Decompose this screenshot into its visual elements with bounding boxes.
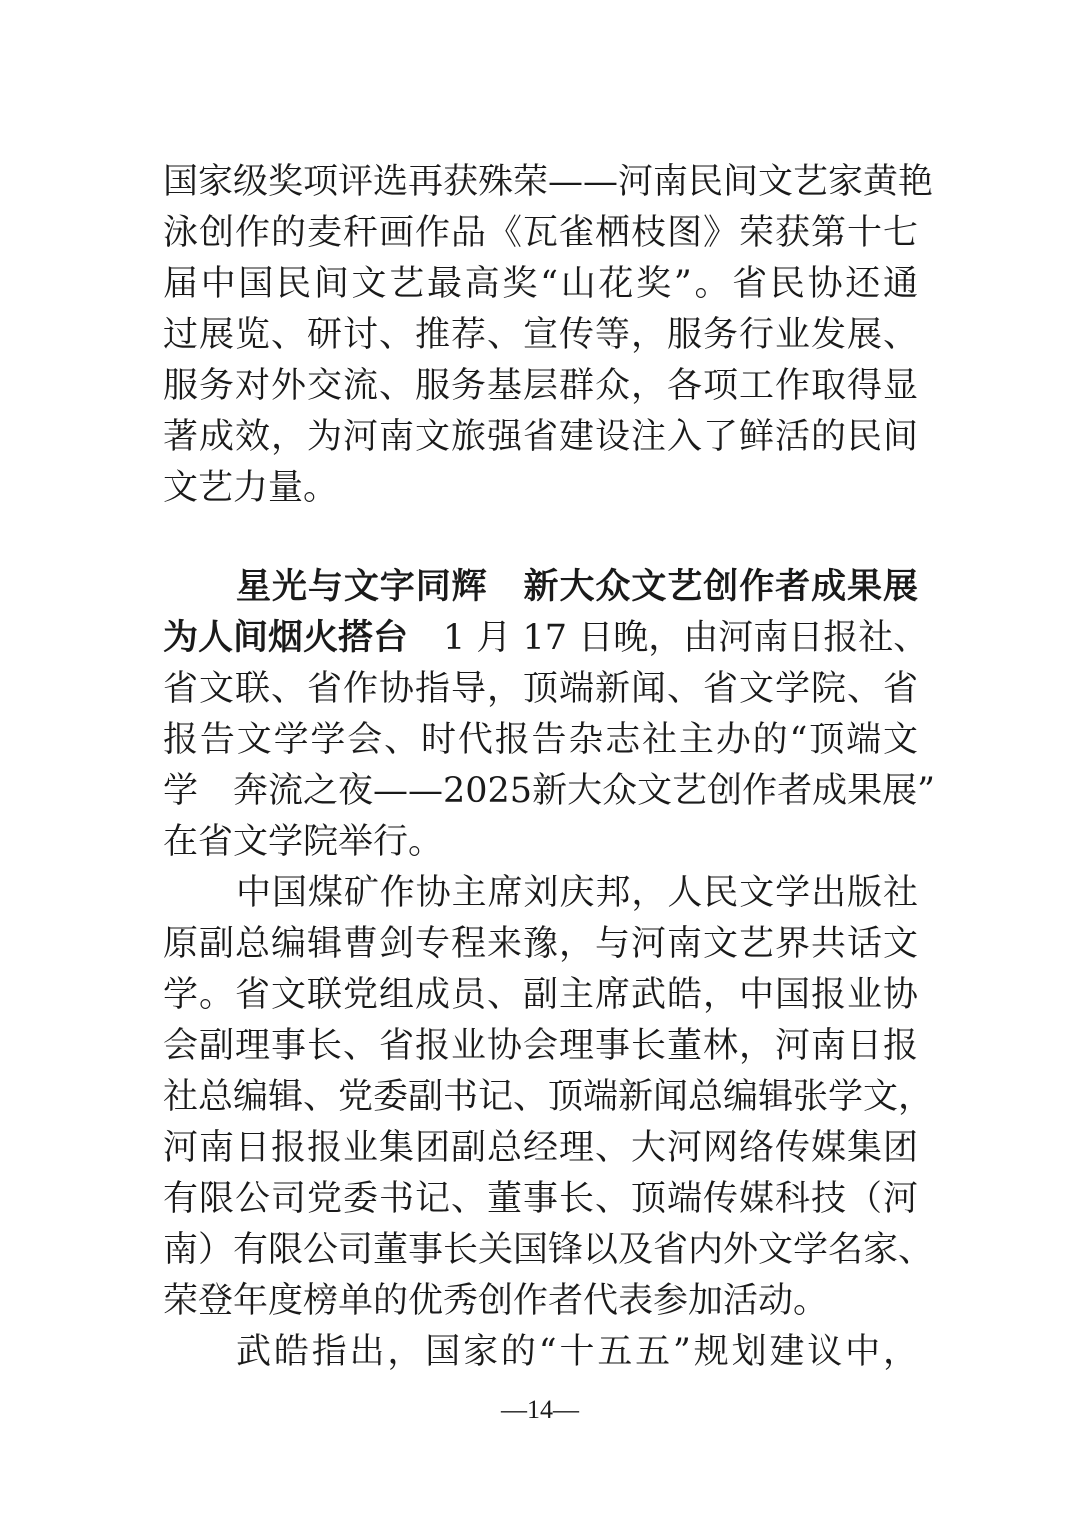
text-line: 著成效，为河南文旅强省建设注入了鲜活的民间 [163,417,918,457]
text-line: 文艺力量。 [163,468,339,508]
text-line: 南）有限公司董事长关国锋以及省内外文学名家、 [163,1230,934,1270]
text-line: 学。省文联党组成员、副主席武皓，中国报业协 [163,975,918,1015]
text-line: 荣登年度榜单的优秀创作者代表参加活动。 [163,1281,829,1321]
text-line: 报告文学学会、时代报告杂志社主办的“顶端文 [163,720,918,760]
text-line: 有限公司党委书记、董事长、顶端传媒科技（河 [163,1179,918,1219]
page-number: —14— [501,1395,579,1424]
text-line: 国家级奖项评选再获殊荣——河南民间文艺家黄艳 [163,162,934,202]
text-line: 武皓指出，国家的“十五五”规划建议中， [236,1332,918,1372]
text-line: 在省文学院举行。 [163,822,444,862]
text-line: 会副理事长、省报业协会理事长董林，河南日报 [163,1026,918,1066]
text-fragment: 1 月 17 日晚，由河南日报社、 [408,618,929,658]
text-line-with-heading [163,613,929,664]
text-line: 服务对外交流、服务基层群众，各项工作取得显 [163,366,918,406]
section-heading: 星光与文字同辉 新大众文艺创作者成果展 [236,567,918,607]
text-line: 中国煤矿作协主席刘庆邦，人民文学出版社 [236,873,918,913]
text-line: 学 奔流之夜——2025新大众文艺创作者成果展” [163,771,935,811]
text-line: 过展览、研讨、推荐、宣传等，服务行业发展、 [163,315,918,355]
section-heading-continued: 为人间烟火搭台 [163,618,409,658]
text-line: 原副总编辑曹剑专程来豫，与河南文艺界共话文 [163,924,918,964]
text-line: 届中国民间文艺最高奖“山花奖”。省民协还通 [163,264,918,304]
text-line: 河南日报报业集团副总经理、大河网络传媒集团 [163,1128,918,1168]
text-line: 泳创作的麦秆画作品《瓦雀栖枝图》荣获第十七 [163,213,918,253]
text-line: 社总编辑、党委副书记、顶端新闻总编辑张学文， [163,1077,934,1117]
text-line: 省文联、省作协指导，顶端新闻、省文学院、省 [163,669,918,709]
